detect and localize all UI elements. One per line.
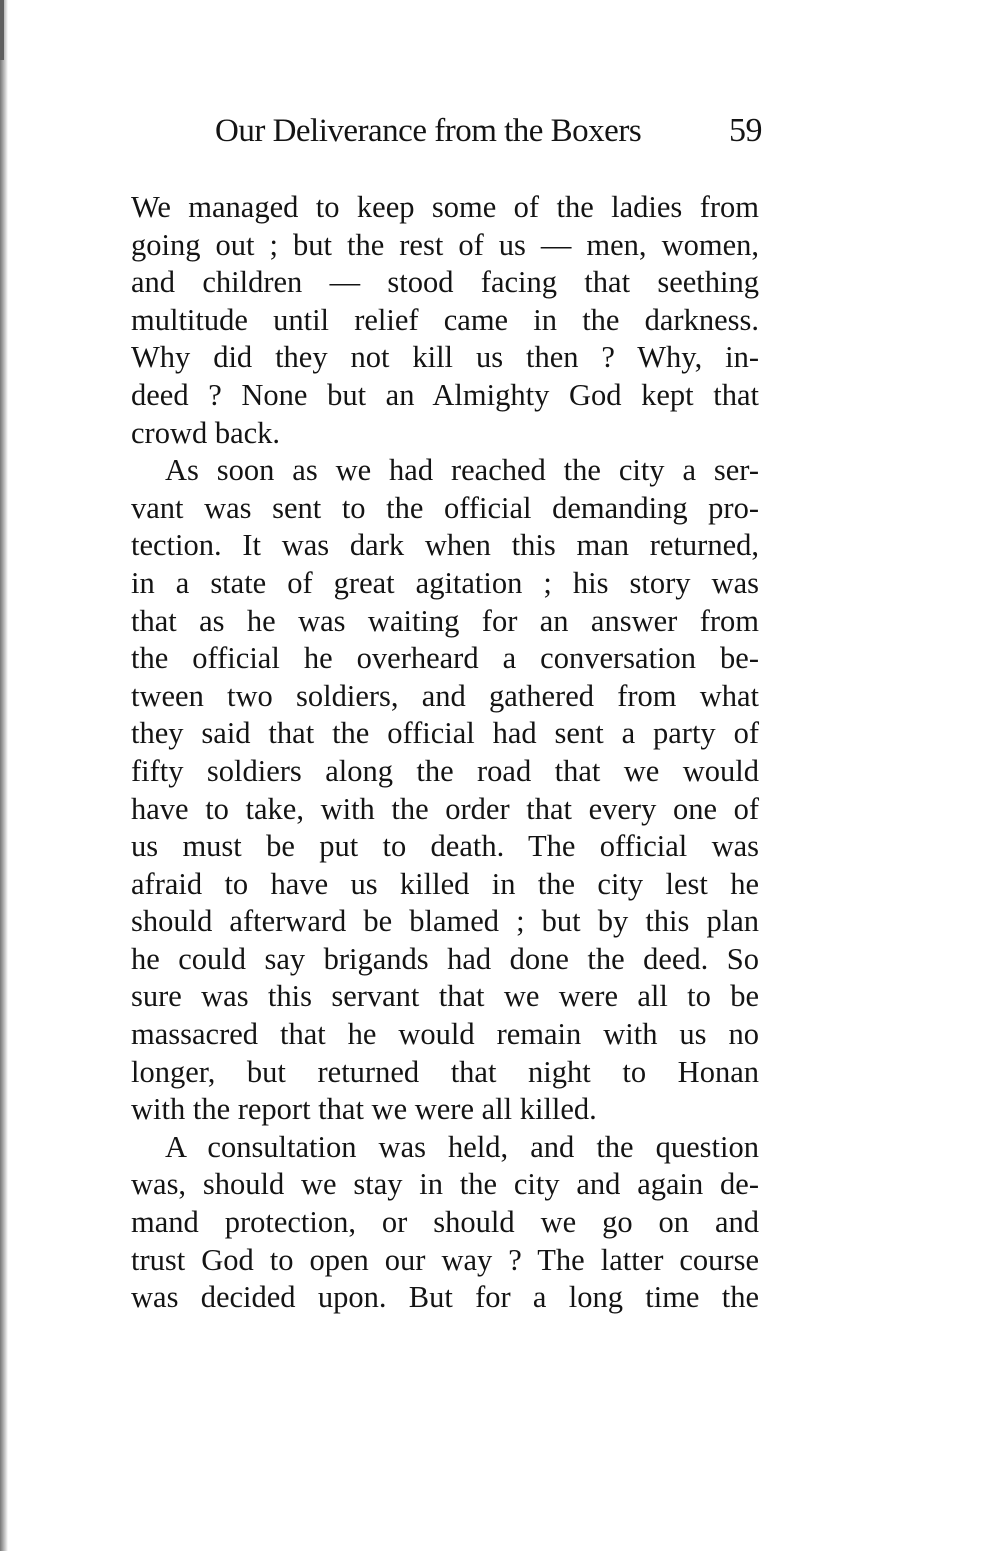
text-line: the official he overheard a conversation be-	[131, 641, 759, 676]
text-line: should afterward be blamed ; but by this plan	[131, 904, 759, 939]
text-line: multitude until relief came in the darkness.	[131, 302, 759, 337]
text-line: deed ? None but an Almighty God kept that	[131, 377, 759, 412]
text-line: tween two soldiers, and gathered from what	[131, 678, 759, 713]
text-line: he could say brigands had done the deed. So	[131, 941, 759, 976]
text-line: going out ; but the rest of us — men, women,	[131, 227, 759, 262]
text-line: sure was this servant that we were all to be	[131, 979, 759, 1014]
text-line: crowd back.	[131, 415, 281, 450]
paragraph	[131, 189, 759, 452]
paragraph	[131, 1129, 759, 1317]
chapter-title: Our Deliverance from the Boxers	[215, 113, 642, 149]
text-line: A consultation was held, and the question	[165, 1129, 759, 1164]
text-line: vant was sent to the official demanding pro-	[131, 490, 759, 525]
text-line: they said that the official had sent a party of	[131, 716, 759, 751]
text-line: was, should we stay in the city and again de-	[131, 1167, 759, 1202]
text-line: fifty soldiers along the road that we would	[131, 753, 759, 788]
text-line: us must be put to death. The official was	[131, 829, 759, 864]
paragraph	[131, 452, 759, 1129]
text-line: tection. It was dark when this man returned,	[131, 528, 759, 563]
text-line: have to take, with the order that every one of	[131, 791, 759, 826]
text-line: that as he was waiting for an answer from	[131, 603, 759, 638]
text-line: longer, but returned that night to Honan	[131, 1054, 759, 1089]
text-line: Why did they not kill us then ? Why, in-	[131, 340, 759, 375]
text-line: with the report that we were all killed.	[131, 1092, 597, 1127]
text-line: afraid to have us killed in the city lest he	[131, 866, 759, 901]
text-line: mand protection, or should we go on and	[131, 1205, 759, 1240]
body-text	[131, 189, 759, 1317]
text-line: and children — stood facing that seething	[131, 265, 759, 300]
binding-edge	[0, 0, 8, 1551]
text-line: massacred that he would remain with us no	[131, 1017, 759, 1052]
running-head	[215, 112, 762, 156]
text-line: in a state of great agitation ; his story was	[131, 565, 759, 600]
text-line: As soon as we had reached the city a ser-	[165, 453, 759, 488]
text-line: was decided upon. But for a long time the	[131, 1280, 759, 1315]
text-line: We managed to keep some of the ladies from	[131, 190, 759, 224]
text-line: trust God to open our way ? The latter course	[131, 1242, 759, 1277]
page-number: 59	[729, 112, 762, 149]
